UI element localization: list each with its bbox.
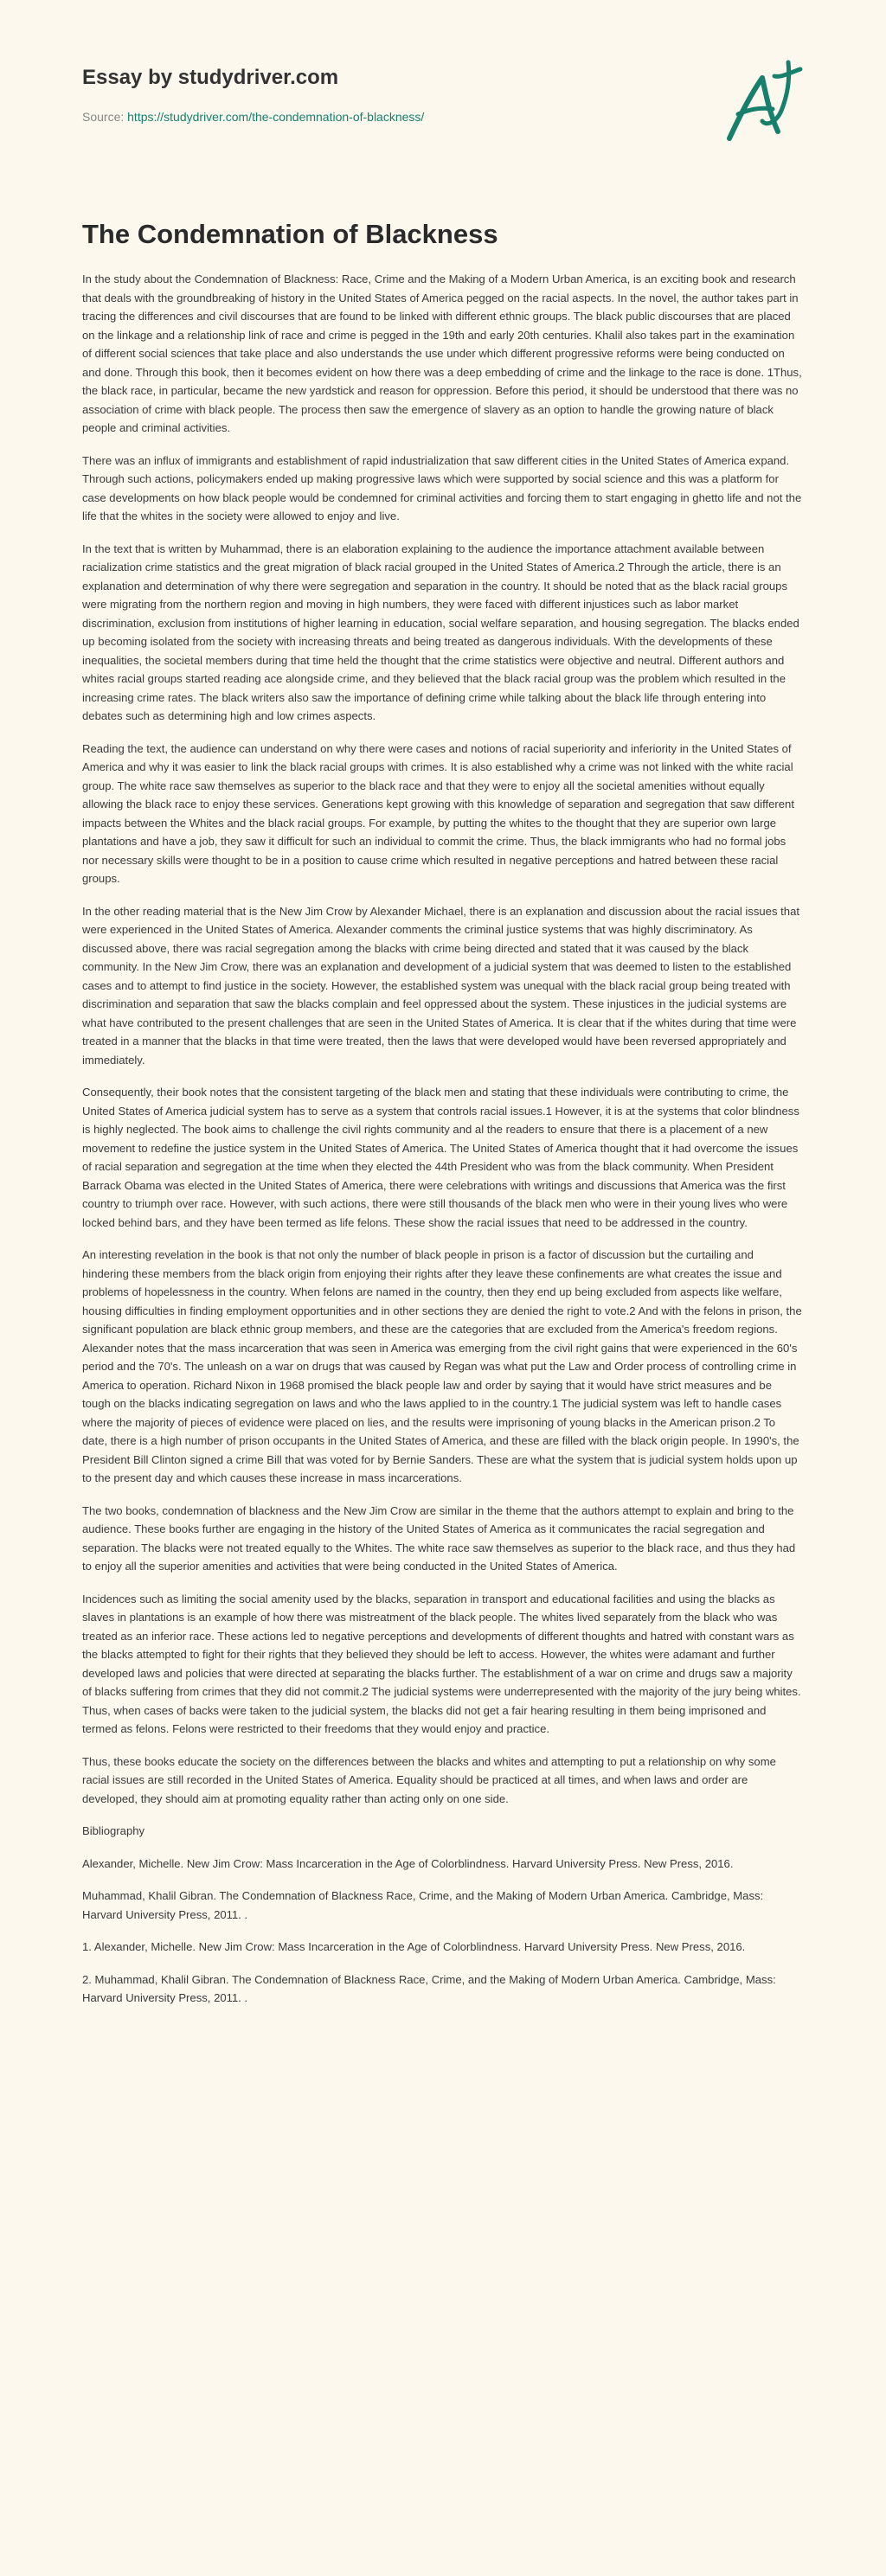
source-link[interactable]: https://studydriver.com/the-condemnation-of-blackness/ [127,110,425,124]
source-label: Source: [82,110,128,124]
paragraph: Consequently, their book notes that the consistent targeting of the black men and stating that these individuals were contributing to crime, the United States of America judicial system has to serve as a system that controls racial issues.1 However, it is at the systems that color blindness is highly neglected. The book aims to challenge the civil rights community and al the readers to ensure that there is a placement of a new movement to redefine the justice system in the United States of America. The United States of America thought that it had overcome the issues of racial separation and segregation at the time when they elected the 44th President who was from the black community. When President Barrack Obama was elected in the United States of America, there were celebrations with writings and discussions that America was the first country to triumph over race. However, with such actions, there were still thousands of the black men who were in their young lives who were locked behind bars, and they have been termed as life felons. These show the racial issues that need to be addressed in the country. [82,1086,799,1229]
bibliography-entry: Alexander, Michelle. New Jim Crow: Mass Incarceration in the Age of Colorblindness. Harvard University Press. New Press, 2016. [82,1856,734,1870]
article [82,218,803,2022]
bibliography-heading: Bibliography [82,1824,145,1837]
paragraph: An interesting revelation in the book is that not only the number of black people in prison is a factor of discussion but the curtailing and hindering these members from the black origin from enjoying their rights after they leave these confinements are what creates the issue and problems of hopelessness in the country. When felons are named in the country, then they end up being excluded from aspects like welfare, housing difficulties in finding employment opportunities and in other sections they are denied the right to vote.2 And with the felons in prison, the significant population are black ethnic group members, and these are the categories that are excluded from the America's freedom regions. Alexander notes that the mass incarceration that was seen in America was emerging from the civil right gains that were experienced in the 60's period and the 70's. The unleash on a war on drugs that was caused by Regan was what put the Law and Order process of controlling crime in America to operation. Richard Nixon in 1968 promised the black people law and order by saying that it would have strict measures and be tough on the blacks indicating segregation on laws and who the laws applied to in the country.1 The judicial system was left to handle cases where the majority of pieces of evidence were placed on lies, and the results were imprisoning of young blacks in the American prison.2 To date, there is a high number of prison occupants in the United States of America, and these are filled with the black origin people. In 1990's, the President Bill Clinton signed a crime Bill that was voted for by Bernie Sanders. These are what the system that is judicial system holds upon up to the present day and which causes these increase in mass incarcerations. [82,1248,802,1484]
paragraph: In the other reading material that is the New Jim Crow by Alexander Michael, there is an explanation and discussion about the racial issues that were experienced in the United States of America. Alexander comments the criminal justice systems that was highly discriminatory. As discussed above, there was racial segregation among the blacks with crime being directed and stated that it was caused by the black community. In the New Jim Crow, there was an explanation and development of a judicial system that was deemed to listen to the established cases and to attempt to find justice in the society. However, the established system was unequal with the black racial group being treated with discrimination and separation that saw the blacks complain and feel oppressed about the system. These injustices in the judicial systems are what have contributed to the present challenges that are seen in the United States of America. It is clear that if the whites during that time were treated in a manner that the blacks in that time were treated, then the laws that were developed would have been reversed appropriately and immediately. [82,904,799,1067]
page-title: The Condemnation of Blackness [82,219,498,249]
paragraph: In the text that is written by Muhammad, there is an elaboration explaining to the audience the importance attachment available between racialization crime statistics and the great migration of black racial grouped in the United States of America.2 Through the article, there is an explanation and determination of why there were segregation and separation in the country. It should be noted that as the black racial groups were migrating from the northern region and moving in high numbers, they were faced with different injustices such as labor market discrimination, exclusion from institutions of higher learning in education, social welfare separation, and housing segregation. The blacks ended up becoming isolated from the society with increasing threats and being treated as dangerous individuals. With the developments of these inequalities, the societal members during that time held the thought that the crime statistics were objective and neutral. Different authors and whites racial groups started reading ace alongside crime, and they believed that the black racial group was the problem which resulted in the increasing crime rates. The black writers also saw the importance of defining crime while talking about the black life through entering into debates such as determining high and low crimes aspects. [82,541,799,722]
bibliography-entry: Muhammad, Khalil Gibran. The Condemnation of Blackness Race, Crime, and the Making of Modern Urban America. Cambridge, Mass: Harvard University Press, 2011. . [82,1889,764,1921]
paragraph: The two books, condemnation of blackness and the New Jim Crow are similar in the theme that the authors attempt to explain and bring to the audience. These books further are engaging in the history of the United States of America as it communicates the racial segregation and separation. The blacks were not treated equally to the Whites. The white race saw themselves as superior to the black race, and thus they had to enjoy all the superior amenities and activities that were being conducted in the United States of America. [82,1503,796,1573]
paragraph: There was an influx of immigrants and establishment of rapid industrialization that saw different cities in the United States of America expand. Through such actions, policymakers ended up making progressive laws which were supported by social science and this was a platform for case developments on how black people would be condemned for criminal activities and forcing them to start engaging in ghetto life and not the life that the whites in the society were allowed to enjoy and live. [82,453,802,522]
page-header [82,66,809,152]
footnote-entry: 2. Muhammad, Khalil Gibran. The Condemnation of Blackness Race, Crime, and the Making of Modern Urban America. Cambridge, Mass: Harvard University Press, 2011. . [82,1972,776,2004]
paragraph: In the study about the Condemnation of Blackness: Race, Crime and the Making of a Modern Urban America, is an exciting book and research that deals with the groundbreaking of history in the United States of America pegged on the racial aspects. In the novel, the author takes part in tracing the differences and civil discourses that are found to be linked with different ethnic groups. The black public discourses that are placed on the linkage and a relationship link of race and crime is pegged in the 19th and early 20th centuries. Khalil also takes part in the examination of different social sciences that take place and also understands the use under which different progressive reforms were being conducted on and done. Through this book, then it becomes evident on how there was a deep embedding of crime and the linkage to the race is done. 1Thus, the black race, in particular, became the new yardstick and reason for oppression. Before this period, it should be understood that there was no association of crime with black people. The process then saw the emergence of slavery as an option to handle the growing nature of black people and criminal activities. [82,272,802,434]
paragraph: Incidences such as limiting the social amenity used by the blacks, separation in transport and educational facilities and using the blacks as slaves in plantations is an example of how there was mistreatment of the black people. The whites lived separately from the black who was treated as an inferior race. These actions led to negative perceptions and developments of different thoughts and hatred with constant wars as the blacks attempted to fight for their rights that they believed they should be left to access. However, the whites were adamant and further developed laws and policies that were directed at separating the blacks further. The establishment of a war on crime and drugs saw a majority of blacks suffering from crimes that they did not commit.2 The judicial systems were underrepresented with the majority of the jury being whites. Thus, when cases of backs were taken to the judicial system, the blacks did not get a fair hearing resulting in them being imprisoned and termed as felons. Felons were restricted to their freedoms that they would enjoy and practice. [82,1592,801,1735]
paragraph: Reading the text, the audience can understand on why there were cases and notions of racial superiority and inferiority in the United States of America and why it was easier to link the black racial groups with crimes. It is also established why a crime was not linked with the white racial group. The white race saw themselves as superior to the black race and that they were to enjoy all the societal amenities without equally allowing the black race to enjoy these services. Generations kept growing with this knowledge of separation and segregation that saw different impacts between the Whites and the black racial groups. For example, by putting the whites to the thought that they are superior own large plantations and have a job, they saw it difficult for such an individual to commit the crime. Thus, the black immigrants who had no formal jobs nor necessary skills were thought to be in a position to cause crime which resulted in negative perceptions and hatred between these racial groups. [82,741,794,885]
a-plus-icon [717,59,812,154]
site-title: Essay by studydriver.com [82,66,339,89]
footnote-entry: 1. Alexander, Michelle. New Jim Crow: Mass Incarceration in the Age of Colorblindness. Harvard University Press. New Press, 2016. [82,1940,746,1953]
source-line [82,109,424,125]
paragraph: Thus, these books educate the society on the differences between the blacks and whites and attempting to put a relationship on why some racial issues are still recorded in the United States of America. Equality should be practiced at all times, and when laws and order are developed, they should aim at promoting equality rather than acting only on one side. [82,1754,776,1805]
